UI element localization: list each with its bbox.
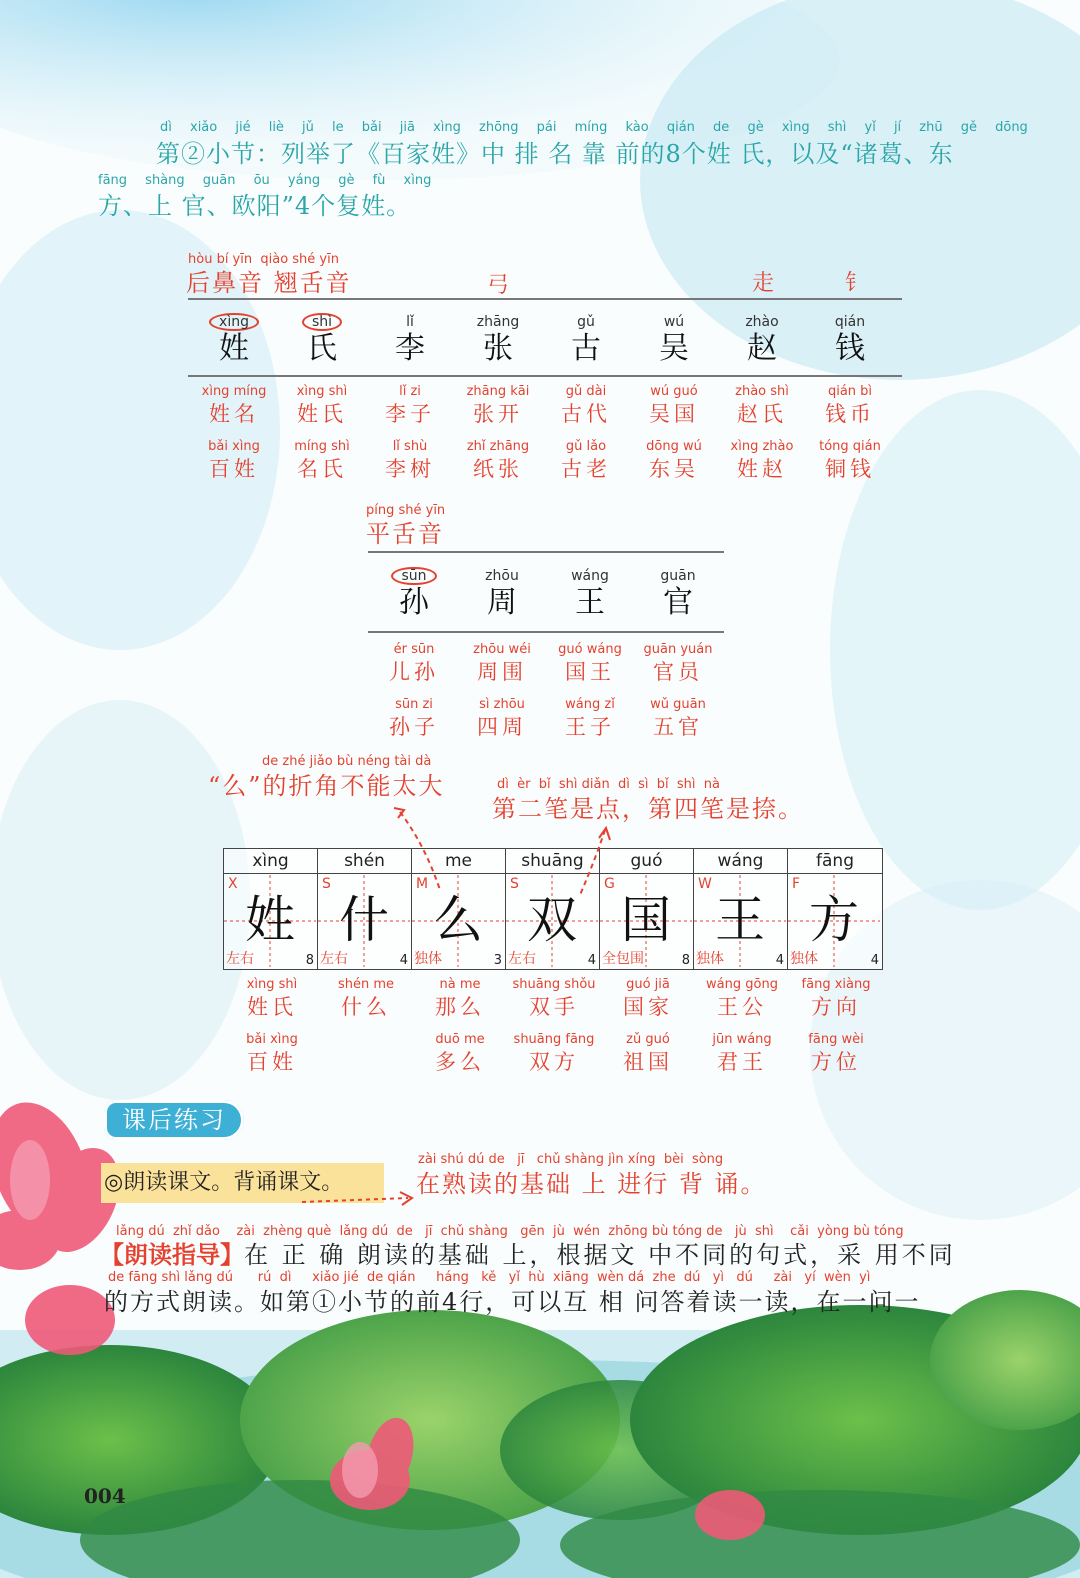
section1-row1-word-5 <box>630 384 718 428</box>
exercise-badge: 课后练习 <box>104 1100 244 1140</box>
section1-char-pinyin: wú <box>663 314 685 330</box>
tip2-pinyin: dì èr bǐ shì diǎn dì sì bǐ shì nà <box>497 777 720 792</box>
section1-row2-word-0 <box>190 439 278 483</box>
section2-rule-top <box>368 551 724 553</box>
writing-row1-word-0 <box>225 977 319 1021</box>
intro-line2-pinyin <box>98 174 431 188</box>
section1-row2-word-text: 东吴 <box>649 457 699 481</box>
writing-row1-word-text: 国家 <box>623 995 673 1019</box>
section2-row2-word-2 <box>546 697 634 741</box>
section1-char-pinyin: lǐ <box>406 314 414 330</box>
writing-pinyin: guó <box>600 849 693 874</box>
writing-letter: F <box>792 876 801 892</box>
writing-row1-word-pinyin: fāng xiàng <box>801 977 871 992</box>
section2-row1-word-pinyin: guān yuán <box>643 642 713 657</box>
writing-hanzi: 什 <box>339 891 389 949</box>
writing-structure: 全包围 <box>602 951 644 967</box>
section1-row2-word-6 <box>718 439 806 483</box>
writing-letter: S <box>322 876 331 892</box>
section2-char-3 <box>634 567 722 621</box>
writing-words-row1 <box>225 977 883 1021</box>
writing-row2-word-pinyin: bǎi xìng <box>246 1032 298 1047</box>
section1-row2-word-3 <box>454 439 542 483</box>
writing-row1-word-pinyin: xìng shì <box>246 977 298 992</box>
section1-row2-word-text: 百姓 <box>209 457 259 481</box>
writing-structure: 独体 <box>414 951 442 967</box>
writing-pinyin: me <box>412 849 505 874</box>
writing-stroke-count: 8 <box>681 953 690 968</box>
writing-row2-word-1 <box>319 1032 413 1076</box>
writing-row1-word-text: 双手 <box>529 995 579 1019</box>
section2-row2-word-text: 孙子 <box>389 715 439 739</box>
tip2-text: 第二笔是点，第四笔是捺。 <box>492 795 804 823</box>
section1-row2-word-pinyin: zhǐ zhāng <box>466 439 530 454</box>
section1-row2-word-5 <box>630 439 718 483</box>
section2-char-2 <box>546 567 634 621</box>
section1-rule-bottom <box>188 375 902 377</box>
writing-row2-word-text: 君王 <box>717 1050 767 1074</box>
writing-row1-word-1 <box>319 977 413 1021</box>
section1-row2-word-7 <box>806 439 894 483</box>
writing-row2-word-6 <box>789 1032 883 1076</box>
writing-row1-word-pinyin: nà me <box>439 977 481 992</box>
writing-hanzi: 么 <box>433 891 483 949</box>
section2-char-pinyin: zhōu <box>485 568 519 584</box>
section1-char-hanzi: 吴 <box>659 331 689 366</box>
writing-cell-0 <box>224 849 318 969</box>
section2-char-pinyin: wáng <box>571 568 609 584</box>
section2-heading-pinyin: píng shé yīn <box>366 503 446 518</box>
section1-row2-word-text: 铜钱 <box>825 457 875 481</box>
section1-row2-word-pinyin: gǔ lǎo <box>565 439 607 454</box>
section1-char-5 <box>630 313 718 367</box>
writing-row1-word-text: 姓氏 <box>247 995 297 1019</box>
section2-char-hanzi: 王 <box>575 585 605 620</box>
section1-char-pinyin-circled: shì <box>302 313 342 331</box>
section2-row2-word-pinyin: wǔ guān <box>650 697 706 712</box>
section1-words-row2 <box>190 439 894 483</box>
section1-char-hanzi: 钱 <box>835 331 865 366</box>
section1-row1-word-text: 钱币 <box>825 402 875 426</box>
writing-structure: 左右 <box>508 951 536 967</box>
writing-structure: 左右 <box>226 951 254 967</box>
writing-row1-word-pinyin: wáng gōng <box>706 977 778 992</box>
guide-text2: 的方式朗读。如第①小节的前4行，可以互 相 问答着读一读，在一问一 <box>104 1288 921 1316</box>
section1-row1-word-pinyin: lǐ zi <box>399 384 421 399</box>
section2-char-hanzi: 官 <box>663 585 693 620</box>
section1-row2-word-text: 姓赵 <box>737 457 787 481</box>
section2-char-pinyin-circled: sūn <box>391 567 436 585</box>
section1-char-pinyin: gǔ <box>577 314 595 330</box>
writing-row1-word-5 <box>695 977 789 1021</box>
section2-row2-word-pinyin: sì zhōu <box>479 697 525 712</box>
writing-row1-word-4 <box>601 977 695 1021</box>
writing-structure: 独体 <box>790 951 818 967</box>
writing-letter: W <box>698 876 712 892</box>
writing-pinyin: xìng <box>224 849 317 874</box>
section1-row1-word-3 <box>454 384 542 428</box>
section1-heading-pinyin: hòu bí yīn qiào shé yīn <box>188 252 339 267</box>
section1-char-4 <box>542 313 630 367</box>
section1-row2-word-pinyin: xìng zhào <box>730 439 794 454</box>
section1-row2-word-text: 李树 <box>385 457 435 481</box>
writing-letter: X <box>228 876 238 892</box>
section1-row2-word-text: 纸张 <box>473 457 523 481</box>
section1-rule-top <box>188 298 902 300</box>
tip1-pinyin: de zhé jiǎo bù néng tài dà <box>262 754 432 769</box>
section1-row2-word-4 <box>542 439 630 483</box>
writing-row2-word-5 <box>695 1032 789 1076</box>
section1-words-row1 <box>190 384 894 428</box>
intro-line1-pinyin <box>160 120 1028 135</box>
section1-char-6 <box>718 313 806 367</box>
section1-row2-word-pinyin: bǎi xìng <box>208 439 260 454</box>
intro-line2: 方、上 官、欧阳”4个复姓。 <box>98 192 412 220</box>
section1-row1-word-text: 吴国 <box>649 402 699 426</box>
writing-row2-word-3 <box>507 1032 601 1076</box>
section1-row1-word-6 <box>718 384 806 428</box>
section2-row2-word-text: 四周 <box>477 715 527 739</box>
writing-hanzi: 方 <box>809 891 859 949</box>
section1-row2-word-text: 古老 <box>561 457 611 481</box>
section2-row1-word-pinyin: zhōu wéi <box>473 642 531 657</box>
section2-row1-word-2 <box>546 642 634 686</box>
writing-row1-word-text: 王公 <box>717 995 767 1019</box>
writing-cell-6 <box>788 849 882 969</box>
writing-row1-word-pinyin: shuāng shǒu <box>512 977 596 992</box>
writing-row1-word-text: 什么 <box>341 995 391 1019</box>
section2-words-row2 <box>370 697 722 741</box>
section2-row2-word-3 <box>634 697 722 741</box>
section2-char-pinyin <box>370 567 458 585</box>
writing-row2-word-text: 百姓 <box>247 1050 297 1074</box>
writing-pinyin: wáng <box>694 849 787 874</box>
writing-row2-word-0 <box>225 1032 319 1076</box>
section2-row1-word-pinyin: ér sūn <box>393 642 435 657</box>
writing-row2-word-text: 双方 <box>529 1050 579 1074</box>
section1-char-row <box>190 313 894 367</box>
section2-row1-word-text: 官员 <box>653 660 703 684</box>
section1-row1-word-pinyin: xìng míng <box>201 384 267 399</box>
writing-pinyin: shuāng <box>506 849 599 874</box>
section1-row1-word-pinyin: gǔ dài <box>565 384 607 399</box>
guide-pinyin1: lǎng dú zhǐ dǎo zài zhèng què lǎng dú de jī chǔ shàng gēn jù wén zhōng bù tóng de jù shì cǎi yòng bù tóng <box>116 1224 904 1239</box>
section2-char-hanzi: 周 <box>487 585 517 620</box>
section1-char-2 <box>366 313 454 367</box>
section1-row1-word-1 <box>278 384 366 428</box>
section1-char-hanzi: 氏 <box>307 331 337 366</box>
section2-row1-word-3 <box>634 642 722 686</box>
writing-pinyin: shén <box>318 849 411 874</box>
writing-letter: G <box>604 876 615 892</box>
section2-char-hanzi: 孙 <box>399 585 429 620</box>
section1-char-hanzi: 赵 <box>747 331 777 366</box>
writing-row2-word-pinyin: duō me <box>435 1032 485 1047</box>
writing-row2-word-text: 祖国 <box>623 1050 673 1074</box>
section2-char-1 <box>458 567 546 621</box>
section1-char-pinyin-circled: xìng <box>209 313 259 331</box>
section2-row2-word-text: 五官 <box>653 715 703 739</box>
section1-char-0 <box>190 313 278 367</box>
guide-text1: 在 正 确 朗读的基础 上，根据文 中不同的句式，采 用不同 <box>244 1241 956 1269</box>
section2-rule-bottom <box>368 631 724 633</box>
section2-heading: 平舌音 <box>366 520 444 548</box>
section2-words-row1 <box>370 642 722 686</box>
section2-row1-word-text: 国王 <box>565 660 615 684</box>
section1-char-pinyin <box>190 313 278 331</box>
section1-row2-word-text: 名氏 <box>297 457 347 481</box>
writing-row1-word-text: 那么 <box>435 995 485 1019</box>
section1-row2-word-pinyin: dōng wú <box>646 439 702 454</box>
section1-char-1 <box>278 313 366 367</box>
intro-line1: 第②小节：列举了《百家姓》中 排 名 靠 前的8个姓 氏，以及“诸葛、东 <box>156 140 954 168</box>
section1-row2-word-1 <box>278 439 366 483</box>
writing-row2-word-2 <box>413 1032 507 1076</box>
section2-char-pinyin: guān <box>660 568 696 584</box>
writing-row1-word-pinyin: guó jiā <box>626 977 670 992</box>
writing-pinyin: fāng <box>788 849 882 874</box>
writing-structure: 左右 <box>320 951 348 967</box>
section2-char-row <box>370 567 722 621</box>
section2-row1-word-0 <box>370 642 458 686</box>
writing-stroke-count: 3 <box>493 953 502 968</box>
intro-line2-pinyin-text: fāng shàng guān ōu yáng gè fù xìng <box>98 173 432 188</box>
tip1-text: “么”的折角不能太大 <box>208 772 445 800</box>
section1-char-hanzi: 张 <box>483 331 513 366</box>
writing-hanzi: 双 <box>527 891 577 949</box>
section1-row2-word-pinyin: míng shì <box>294 439 350 454</box>
exercise-hint-pinyin: zài shú dú de jī chǔ shàng jìn xíng bèi sòng <box>418 1152 724 1167</box>
section1-char-pinyin: zhào <box>745 314 779 330</box>
section1-row1-word-text: 张开 <box>473 402 523 426</box>
writing-row1-word-text: 方向 <box>811 995 861 1019</box>
section2-row1-word-text: 周围 <box>477 660 527 684</box>
writing-row1-word-6 <box>789 977 883 1021</box>
guide-line1 <box>100 1240 956 1270</box>
section1-row2-word-pinyin: tóng qián <box>819 439 881 454</box>
section1-row1-word-text: 古代 <box>561 402 611 426</box>
exercise-task: ◎朗读课文。背诵课文。 <box>104 1170 344 1195</box>
section2-row1-word-1 <box>458 642 546 686</box>
section1-heading: 后鼻音 翘舌音 <box>186 269 352 297</box>
page-number: 004 <box>84 1484 126 1508</box>
section2-row2-word-0 <box>370 697 458 741</box>
section1-char-hanzi: 古 <box>571 331 601 366</box>
writing-stroke-count: 4 <box>870 953 879 968</box>
tip-arrows <box>380 800 620 910</box>
section1-char-pinyin <box>278 313 366 331</box>
section2-row1-word-pinyin: guó wáng <box>558 642 622 657</box>
writing-row1-word-2 <box>413 977 507 1021</box>
writing-stroke-count: 4 <box>775 953 784 968</box>
section1-row1-word-0 <box>190 384 278 428</box>
writing-row2-word-pinyin: zǔ guó <box>626 1032 670 1047</box>
section1-char-3 <box>454 313 542 367</box>
guide-label: 【朗读指导】 <box>100 1240 244 1269</box>
writing-row2-word-pinyin: shuāng fāng <box>513 1032 595 1047</box>
section2-row2-word-text: 王子 <box>565 715 615 739</box>
section1-row2-word-pinyin: lǐ shù <box>392 439 428 454</box>
section1-char-hanzi: 姓 <box>219 331 249 366</box>
writing-row1-word-pinyin: shén me <box>337 977 395 992</box>
section1-row1-word-pinyin: wú guó <box>650 384 698 399</box>
writing-stroke-count: 4 <box>399 953 408 968</box>
radical-note-3: 钅 <box>845 271 868 296</box>
guide-pinyin2: de fāng shì lǎng dú rú dì xiǎo jié de qián háng kě yǐ hù xiāng wèn dá zhe dú yì dú zài yí wèn yì <box>108 1270 871 1285</box>
section2-row2-word-1 <box>458 697 546 741</box>
radical-note-1: 弓 <box>487 273 510 298</box>
writing-letter: S <box>510 876 519 892</box>
radical-note-2: 走 <box>752 271 775 296</box>
section2-row2-word-pinyin: wáng zǐ <box>565 697 615 712</box>
section1-char-hanzi: 李 <box>395 331 425 366</box>
section1-row1-word-pinyin: zhào shì <box>735 384 789 399</box>
hint-arrow <box>300 1190 420 1212</box>
intro-line1-pinyin-text: dì xiǎo jié liè jǔ le bǎi jiā xìng zhōng pái míng kào qián de gè xìng shì yǐ jí zhū gě dōng <box>160 120 1028 135</box>
exercise-hint: 在熟读的基础 上 进行 背 诵。 <box>416 1170 767 1198</box>
writing-structure: 独体 <box>696 951 724 967</box>
writing-stroke-count: 4 <box>587 953 596 968</box>
section1-row1-word-text: 赵氏 <box>737 402 787 426</box>
writing-row1-word-3 <box>507 977 601 1021</box>
writing-row2-word-text: 多么 <box>435 1050 485 1074</box>
section1-row1-word-7 <box>806 384 894 428</box>
section2-row2-word-pinyin: sūn zi <box>395 697 433 712</box>
section1-row1-word-2 <box>366 384 454 428</box>
writing-row2-word-pinyin: fāng wèi <box>808 1032 864 1047</box>
section2-row1-word-text: 儿孙 <box>389 660 439 684</box>
writing-row2-word-4 <box>601 1032 695 1076</box>
writing-row2-word-pinyin: jūn wáng <box>712 1032 772 1047</box>
writing-hanzi: 国 <box>621 891 671 949</box>
section1-row1-word-4 <box>542 384 630 428</box>
section1-row1-word-text: 姓氏 <box>297 402 347 426</box>
section1-row1-word-pinyin: xìng shì <box>296 384 348 399</box>
writing-row2-word-pinyin <box>319 1032 413 1048</box>
section1-row1-word-pinyin: zhāng kāi <box>466 384 530 399</box>
section1-char-7 <box>806 313 894 367</box>
writing-letter: M <box>416 876 429 892</box>
section1-row1-word-text: 李子 <box>385 402 435 426</box>
section1-row1-word-text: 姓名 <box>209 402 259 426</box>
writing-cell-5 <box>694 849 788 969</box>
section1-char-pinyin: zhāng <box>476 314 520 330</box>
writing-hanzi: 王 <box>715 891 765 949</box>
writing-stroke-count: 8 <box>305 953 314 968</box>
section1-row1-word-pinyin: qián bì <box>827 384 873 399</box>
section2-char-0 <box>370 567 458 621</box>
section1-row2-word-2 <box>366 439 454 483</box>
writing-hanzi: 姓 <box>245 891 295 949</box>
writing-words-row2 <box>225 1032 883 1076</box>
section1-char-pinyin: qián <box>834 314 866 330</box>
writing-row2-word-text: 方位 <box>811 1050 861 1074</box>
